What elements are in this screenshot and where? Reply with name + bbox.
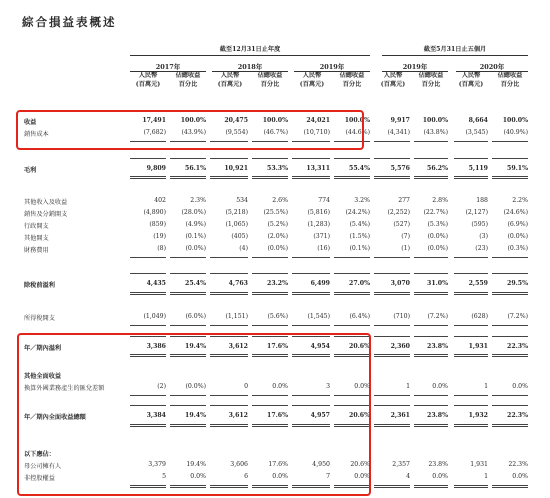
cell-gross-profit-4: 13,311 <box>306 165 330 172</box>
cell-non-controlling-3: 0.0% <box>272 473 288 480</box>
cell-other-expenses-8: (3) <box>479 233 488 240</box>
cell-profit-for-period-9: 22.3% <box>507 343 528 350</box>
column-header-amount: 人民幣 (百萬元) <box>380 72 406 88</box>
cell-other-expenses-3: (2.0%) <box>267 233 288 240</box>
cell-profit-before-tax-5: 27.0% <box>349 280 370 287</box>
cell-non-controlling-8: 1 <box>484 473 488 480</box>
subtotal-rule <box>492 395 528 396</box>
cell-selling-expenses-7: (22.7%) <box>423 209 448 216</box>
subtotal-rule <box>454 141 488 142</box>
subtotal-rule <box>252 257 288 258</box>
cell-total-comprehensive-6: 2,361 <box>390 412 410 419</box>
cell-profit-for-period-4: 4,954 <box>310 343 330 350</box>
cell-profit-for-period-7: 23.8% <box>427 343 448 350</box>
subtotal-rule <box>210 273 248 274</box>
cell-finance-costs-4: (16) <box>317 245 330 252</box>
subtotal-rule <box>334 158 370 159</box>
cell-total-comprehensive-9: 22.3% <box>507 412 528 419</box>
row-label-other-expenses: 其他開支 <box>24 235 49 242</box>
cell-owners-of-parent-1: 19.4% <box>186 461 206 468</box>
subtotal-rule <box>374 405 410 406</box>
row-label-cost-of-sales: 銷售成本 <box>24 131 49 138</box>
cell-fx-differences-6: 1 <box>406 383 410 390</box>
subtotal-rule <box>210 257 248 258</box>
cell-admin-expenses-6: (527) <box>393 221 410 228</box>
cell-total-comprehensive-1: 19.4% <box>185 412 206 419</box>
subtotal-rule <box>492 141 528 142</box>
cell-other-income-2: 534 <box>236 197 248 204</box>
column-header-amount: 人民幣 (百萬元) <box>217 72 243 88</box>
cell-income-tax-6: (710) <box>393 313 410 320</box>
row-label-other-income: 其他收入及收益 <box>24 199 68 206</box>
total-double-rule <box>334 292 370 295</box>
cell-revenue-9: 100.0% <box>502 117 528 124</box>
total-double-rule <box>130 292 166 295</box>
cell-total-comprehensive-2: 3,612 <box>228 412 248 419</box>
year-header: 2019年 <box>402 63 428 71</box>
cell-profit-before-tax-9: 29.5% <box>507 280 528 287</box>
row-label-selling-expenses: 銷售及分銷開支 <box>24 211 68 218</box>
total-double-rule <box>492 424 528 427</box>
cell-profit-for-period-2: 3,612 <box>228 343 248 350</box>
cell-profit-for-period-5: 20.6% <box>349 343 370 350</box>
cell-other-expenses-0: (19) <box>153 233 166 240</box>
total-double-rule <box>374 424 410 427</box>
subtotal-rule <box>454 336 488 337</box>
cell-total-comprehensive-4: 4,957 <box>310 412 330 419</box>
row-label-gross-profit: 毛利 <box>24 167 37 174</box>
cell-selling-expenses-2: (5,218) <box>225 209 248 216</box>
total-double-rule <box>252 176 288 179</box>
total-double-rule <box>492 485 528 488</box>
year-header: 2018年 <box>237 63 263 71</box>
cell-cost-of-sales-8: (3,545) <box>465 129 488 136</box>
cell-other-expenses-5: (1.5%) <box>349 233 370 240</box>
cell-cost-of-sales-1: (43.9%) <box>181 129 206 136</box>
cell-gross-profit-8: 5,119 <box>468 165 488 172</box>
cell-cost-of-sales-6: (4,341) <box>387 129 410 136</box>
cell-selling-expenses-6: (2,252) <box>387 209 410 216</box>
total-double-rule <box>454 354 488 357</box>
total-double-rule <box>454 424 488 427</box>
cell-income-tax-9: (7.2%) <box>507 313 528 320</box>
cell-admin-expenses-0: (859) <box>149 221 166 228</box>
year-header: 2017年 <box>155 63 181 71</box>
page-title: 綜合損益表概述 <box>22 15 117 29</box>
cell-owners-of-parent-3: 17.6% <box>268 461 288 468</box>
total-double-rule <box>374 485 410 488</box>
cell-income-tax-7: (7.2%) <box>427 313 448 320</box>
cell-selling-expenses-3: (25.5%) <box>263 209 288 216</box>
cell-non-controlling-4: 7 <box>326 473 330 480</box>
cell-other-income-0: 402 <box>154 197 166 204</box>
cell-non-controlling-1: 0.0% <box>190 473 206 480</box>
subtotal-rule <box>492 158 528 159</box>
subtotal-rule <box>492 273 528 274</box>
column-header-ratio: 佔總收益 百分比 <box>418 72 444 88</box>
total-double-rule <box>130 176 166 179</box>
cell-other-income-3: 2.6% <box>272 197 288 204</box>
cell-revenue-8: 8,664 <box>468 117 488 124</box>
cell-non-controlling-5: 0.0% <box>354 473 370 480</box>
subtotal-rule <box>130 325 166 326</box>
cell-other-income-7: 2.8% <box>432 197 448 204</box>
total-double-rule <box>454 485 488 488</box>
cell-revenue-5: 100.0% <box>344 117 370 124</box>
cell-non-controlling-6: 4 <box>406 473 410 480</box>
subtotal-rule <box>374 273 410 274</box>
total-double-rule <box>414 354 448 357</box>
subtotal-rule <box>130 158 166 159</box>
cell-profit-for-period-8: 1,931 <box>468 343 488 350</box>
cell-fx-differences-2: 0 <box>244 383 248 390</box>
cell-non-controlling-9: 0.0% <box>512 473 528 480</box>
subtotal-rule <box>374 141 410 142</box>
cell-cost-of-sales-5: (44.6%) <box>345 129 370 136</box>
cell-fx-differences-1: (0.0%) <box>185 383 206 390</box>
total-double-rule <box>414 176 448 179</box>
subtotal-rule <box>210 325 248 326</box>
cell-profit-before-tax-6: 3,070 <box>390 280 410 287</box>
cell-profit-for-period-3: 17.6% <box>267 343 288 350</box>
subtotal-rule <box>252 325 288 326</box>
subtotal-rule <box>170 257 206 258</box>
subtotal-rule <box>292 257 330 258</box>
cell-gross-profit-5: 55.4% <box>349 165 370 172</box>
subtotal-rule <box>292 158 330 159</box>
cell-fx-differences-9: 0.0% <box>512 383 528 390</box>
cell-finance-costs-5: (0.1%) <box>349 245 370 252</box>
subtotal-rule <box>252 158 288 159</box>
cell-finance-costs-2: (4) <box>239 245 248 252</box>
total-double-rule <box>414 485 448 488</box>
subtotal-rule <box>170 325 206 326</box>
subtotal-rule <box>492 257 528 258</box>
cell-fx-differences-4: 3 <box>326 383 330 390</box>
subtotal-rule <box>334 273 370 274</box>
cell-admin-expenses-1: (4.9%) <box>185 221 206 228</box>
row-label-total-comprehensive: 年／期內全面收益總額 <box>24 414 86 421</box>
cell-gross-profit-1: 56.1% <box>185 165 206 172</box>
cell-gross-profit-3: 53.3% <box>267 165 288 172</box>
cell-profit-before-tax-2: 4,763 <box>228 280 248 287</box>
cell-other-expenses-7: (0.0%) <box>427 233 448 240</box>
cell-total-comprehensive-7: 23.8% <box>427 412 448 419</box>
cell-other-income-8: 188 <box>476 197 488 204</box>
cell-selling-expenses-4: (5,816) <box>307 209 330 216</box>
column-header-ratio: 佔總收益 百分比 <box>339 72 365 88</box>
cell-cost-of-sales-0: (7,682) <box>143 129 166 136</box>
cell-owners-of-parent-6: 2,357 <box>392 461 410 468</box>
row-label-attributable-heading: 以下應佔： <box>24 451 55 458</box>
total-double-rule <box>374 292 410 295</box>
row-label-profit-for-period: 年／期內溢利 <box>24 345 62 352</box>
subtotal-rule <box>292 325 330 326</box>
cell-other-expenses-6: (7) <box>401 233 410 240</box>
subtotal-rule <box>374 395 410 396</box>
column-header-amount: 人民幣 (百萬元) <box>458 72 484 88</box>
cell-owners-of-parent-8: 1,931 <box>470 461 488 468</box>
cell-owners-of-parent-2: 3,606 <box>230 461 248 468</box>
cell-fx-differences-3: 0.0% <box>272 383 288 390</box>
cell-profit-before-tax-1: 25.4% <box>185 280 206 287</box>
subtotal-rule <box>414 336 448 337</box>
subtotal-rule <box>252 273 288 274</box>
column-header-ratio: 佔總收益 百分比 <box>257 72 283 88</box>
row-label-income-tax: 所得稅開支 <box>24 315 55 322</box>
row-label-finance-costs: 財務費用 <box>24 247 49 254</box>
cell-profit-before-tax-8: 2,559 <box>468 280 488 287</box>
subtotal-rule <box>454 325 488 326</box>
cell-selling-expenses-1: (28.0%) <box>181 209 206 216</box>
group-underline <box>130 55 370 56</box>
total-double-rule <box>374 176 410 179</box>
row-label-oci-heading: 其他全面收益 <box>24 373 62 380</box>
cell-revenue-2: 20,475 <box>224 117 248 124</box>
cell-fx-differences-5: 0.0% <box>354 383 370 390</box>
cell-income-tax-0: (1,049) <box>143 313 166 320</box>
cell-gross-profit-2: 10,921 <box>224 165 248 172</box>
column-header-ratio: 佔總收益 百分比 <box>497 72 523 88</box>
subtotal-rule <box>454 273 488 274</box>
row-label-profit-before-tax: 除稅前溢利 <box>24 282 55 289</box>
cell-income-tax-3: (5.6%) <box>267 313 288 320</box>
cell-admin-expenses-3: (5.2%) <box>267 221 288 228</box>
subtotal-rule <box>414 395 448 396</box>
row-label-admin-expenses: 行政開支 <box>24 223 49 230</box>
group-underline <box>382 55 528 56</box>
cell-fx-differences-7: 0.0% <box>432 383 448 390</box>
cell-admin-expenses-9: (6.9%) <box>507 221 528 228</box>
subtotal-rule <box>334 325 370 326</box>
cell-finance-costs-0: (8) <box>157 245 166 252</box>
subtotal-rule <box>414 405 448 406</box>
subtotal-rule <box>414 273 448 274</box>
cell-admin-expenses-4: (1,283) <box>307 221 330 228</box>
total-double-rule <box>292 292 330 295</box>
cell-admin-expenses-8: (595) <box>471 221 488 228</box>
cell-profit-before-tax-0: 4,435 <box>146 280 166 287</box>
cell-revenue-4: 24,021 <box>306 117 330 124</box>
subtotal-rule <box>454 257 488 258</box>
total-double-rule <box>454 176 488 179</box>
cell-cost-of-sales-3: (46.7%) <box>263 129 288 136</box>
cell-gross-profit-9: 59.1% <box>507 165 528 172</box>
cell-profit-for-period-1: 19.4% <box>185 343 206 350</box>
cell-gross-profit-7: 56.2% <box>427 165 448 172</box>
cell-selling-expenses-9: (24.6%) <box>503 209 528 216</box>
cell-other-income-4: 774 <box>318 197 330 204</box>
cell-other-income-1: 2.3% <box>190 197 206 204</box>
total-double-rule <box>414 424 448 427</box>
subtotal-rule <box>130 257 166 258</box>
group-header-five-months: 截至5月31日止五個月 <box>423 46 487 53</box>
row-label-owners-of-parent: 母公司擁有人 <box>24 463 62 470</box>
column-header-amount: 人民幣 (百萬元) <box>135 72 161 88</box>
group-header-full-year: 截至12月31日止年度 <box>219 46 281 53</box>
cell-other-expenses-1: (0.1%) <box>185 233 206 240</box>
cell-selling-expenses-5: (24.2%) <box>345 209 370 216</box>
cell-admin-expenses-5: (5.4%) <box>349 221 370 228</box>
cell-other-income-5: 3.2% <box>354 197 370 204</box>
total-double-rule <box>414 292 448 295</box>
cell-finance-costs-1: (0.0%) <box>185 245 206 252</box>
cell-selling-expenses-0: (4,890) <box>143 209 166 216</box>
subtotal-rule <box>454 405 488 406</box>
subtotal-rule <box>374 158 410 159</box>
cell-total-comprehensive-8: 1,932 <box>468 412 488 419</box>
subtotal-rule <box>414 158 448 159</box>
cell-revenue-1: 100.0% <box>180 117 206 124</box>
cell-revenue-0: 17,491 <box>142 117 166 124</box>
cell-finance-costs-6: (1) <box>401 245 410 252</box>
cell-gross-profit-6: 5,576 <box>390 165 410 172</box>
cell-finance-costs-7: (0.0%) <box>427 245 448 252</box>
total-double-rule <box>170 292 206 295</box>
subtotal-rule <box>454 158 488 159</box>
cell-profit-before-tax-3: 23.2% <box>267 280 288 287</box>
cell-income-tax-5: (6.4%) <box>349 313 370 320</box>
cell-owners-of-parent-7: 23.8% <box>428 461 448 468</box>
column-header-amount: 人民幣 (百萬元) <box>299 72 325 88</box>
total-double-rule <box>292 176 330 179</box>
subtotal-rule <box>130 273 166 274</box>
subtotal-rule <box>454 395 488 396</box>
cell-owners-of-parent-4: 4,950 <box>312 461 330 468</box>
highlight-box-revenue <box>16 110 364 150</box>
cell-revenue-7: 100.0% <box>422 117 448 124</box>
subtotal-rule <box>492 336 528 337</box>
cell-fx-differences-0: (2) <box>157 383 166 390</box>
cell-other-expenses-9: (0.0%) <box>507 233 528 240</box>
cell-total-comprehensive-5: 20.6% <box>349 412 370 419</box>
subtotal-rule <box>170 158 206 159</box>
subtotal-rule <box>374 325 410 326</box>
total-double-rule <box>454 292 488 295</box>
total-double-rule <box>492 176 528 179</box>
subtotal-rule <box>170 273 206 274</box>
cell-finance-costs-3: (0.0%) <box>267 245 288 252</box>
cell-cost-of-sales-7: (43.8%) <box>423 129 448 136</box>
cell-owners-of-parent-9: 22.3% <box>508 461 528 468</box>
subtotal-rule <box>414 141 448 142</box>
cell-total-comprehensive-0: 3,384 <box>146 412 166 419</box>
cell-income-tax-8: (628) <box>471 313 488 320</box>
cell-non-controlling-7: 0.0% <box>432 473 448 480</box>
total-double-rule <box>492 354 528 357</box>
cell-profit-before-tax-7: 31.0% <box>427 280 448 287</box>
cell-income-tax-2: (1,151) <box>225 313 248 320</box>
highlight-box-profit <box>17 333 371 496</box>
total-double-rule <box>374 354 410 357</box>
subtotal-rule <box>334 257 370 258</box>
cell-owners-of-parent-5: 20.6% <box>350 461 370 468</box>
cell-non-controlling-0: 5 <box>162 473 166 480</box>
cell-admin-expenses-2: (1,065) <box>225 221 248 228</box>
subtotal-rule <box>374 257 410 258</box>
cell-non-controlling-2: 6 <box>244 473 248 480</box>
cell-other-income-9: 2.2% <box>512 197 528 204</box>
subtotal-rule <box>414 325 448 326</box>
year-header: 2020年 <box>479 63 505 71</box>
cell-cost-of-sales-9: (40.9%) <box>503 129 528 136</box>
cell-profit-before-tax-4: 6,499 <box>310 280 330 287</box>
cell-income-tax-4: (1,545) <box>307 313 330 320</box>
cell-admin-expenses-7: (5.3%) <box>427 221 448 228</box>
total-double-rule <box>334 176 370 179</box>
cell-finance-costs-9: (0.3%) <box>507 245 528 252</box>
total-double-rule <box>210 176 248 179</box>
subtotal-rule <box>374 336 410 337</box>
total-double-rule <box>170 176 206 179</box>
subtotal-rule <box>492 325 528 326</box>
total-double-rule <box>210 292 248 295</box>
cell-cost-of-sales-4: (10,710) <box>303 129 330 136</box>
subtotal-rule <box>292 273 330 274</box>
column-header-ratio: 佔總收益 百分比 <box>175 72 201 88</box>
row-label-non-controlling: 非控股權益 <box>24 475 55 482</box>
cell-selling-expenses-8: (2,127) <box>465 209 488 216</box>
cell-other-income-6: 277 <box>398 197 410 204</box>
row-label-fx-differences: 換算外國業務產生的匯兌差額 <box>24 385 105 392</box>
cell-profit-for-period-6: 2,360 <box>390 343 410 350</box>
subtotal-rule <box>414 257 448 258</box>
cell-gross-profit-0: 9,809 <box>146 165 166 172</box>
cell-total-comprehensive-3: 17.6% <box>267 412 288 419</box>
cell-owners-of-parent-0: 3,379 <box>148 461 166 468</box>
subtotal-rule <box>492 405 528 406</box>
total-double-rule <box>252 292 288 295</box>
cell-other-expenses-2: (405) <box>231 233 248 240</box>
cell-revenue-3: 100.0% <box>262 117 288 124</box>
year-header: 2019年 <box>319 63 345 71</box>
cell-profit-for-period-0: 3,386 <box>146 343 166 350</box>
cell-cost-of-sales-2: (9,554) <box>225 129 248 136</box>
cell-other-expenses-4: (371) <box>313 233 330 240</box>
total-double-rule <box>492 292 528 295</box>
cell-finance-costs-8: (23) <box>475 245 488 252</box>
cell-income-tax-1: (6.0%) <box>185 313 206 320</box>
cell-fx-differences-8: 1 <box>484 383 488 390</box>
row-label-revenue: 收益 <box>24 119 37 126</box>
subtotal-rule <box>210 158 248 159</box>
cell-revenue-6: 9,917 <box>390 117 410 124</box>
